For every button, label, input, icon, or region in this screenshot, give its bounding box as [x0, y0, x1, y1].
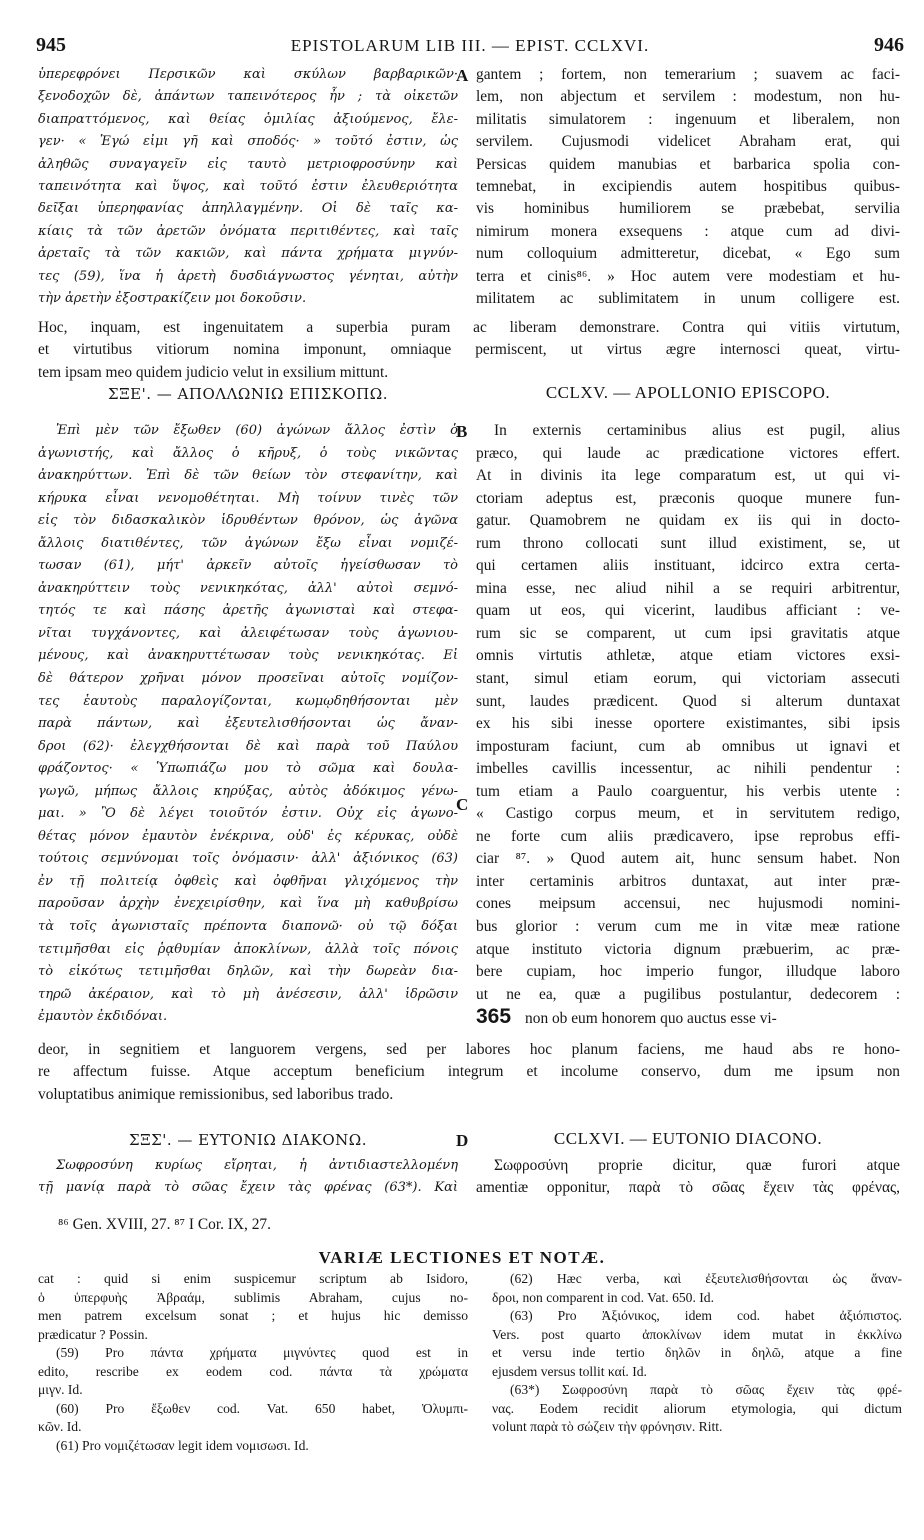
- latin-line: omnis virtutis athletæ, atque etiam victores exsi-: [476, 647, 900, 665]
- latin-line: atque instituto victoria dignum præbuerim, ac præ-: [476, 940, 900, 958]
- greek-line: τηρῶ ἀκέραιον, καὶ τὸ μὴ ἀνέσεσιν, ἀλλ' ἱδρῶσιν: [38, 986, 458, 1002]
- greek-line: νῖται τυγχάνοντες, καὶ ἀλειφέτωσαν τοὺς ἀγωνιου-: [38, 625, 458, 641]
- greek-line: τες ἑαυτοὺς παραλογίζονται, κωμῳδηθήσονται μὲν: [38, 693, 458, 709]
- latin-line: num colloquium admitteretur, dicebat, « Ego sum: [476, 245, 900, 263]
- latin-line: Persicas quidem manubias et barbarica spolia con-: [476, 155, 900, 173]
- greek-line: γωγῶ, μήπως ἄλλοις κηρύξας, αὐτὸς ἀδόκιμος γένω-: [38, 783, 458, 799]
- greek-line: ἀληθῶς συναγαγεῖν εἰς ταυτὸ μετριοφροσύνην καὶ: [38, 156, 458, 172]
- latin-line: et virtutibus vitiorum nomina imponunt, omniaque permiscent, ut virtus ægre internosci queat, virtu-: [38, 341, 900, 359]
- note-line: volunt παρὰ τὸ σώζειν τὴν φρόνησιν. Ritt.: [492, 1419, 723, 1434]
- notes-left-column: [38, 1270, 468, 1455]
- greek-line: παρὰ πάντων, καὶ ἐξευτελισθήσονται ὡς ἄναν-: [38, 716, 458, 732]
- note-line: (63) Pro Ἀξιόνικος, idem cod. habet ἀξιόπιστος.: [510, 1308, 902, 1323]
- latin-line: Hoc, inquam, est ingenuitatem a superbia puram ac liberam demonstrare. Contra qui vitiis virtutum,: [38, 319, 900, 336]
- note-line: μιγν. Id.: [38, 1382, 83, 1397]
- latin-line: rum throno collocati sunt illud existiment, se, ut: [476, 534, 900, 552]
- latin-full-width-2: [38, 1039, 900, 1106]
- latin-265-last-line: 365 non ob eum honorem quo auctus esse vi-: [476, 1006, 777, 1028]
- latin-line: vis hominibus humiliorem se præbebat, servilia: [476, 200, 900, 218]
- greek-line: τῇ μανίᾳ παρὰ τὸ σῶας ἔχειν τὰς φρένας (63*). Καὶ: [38, 1180, 458, 1196]
- notes-title: VARIÆ LECTIONES ET NOTÆ.: [318, 1248, 606, 1267]
- latin-heading-266: CCLXVI. — EUTONIO DIACONO.: [553, 1129, 823, 1148]
- note-line: et versu inde tertio δηλῶν in δηλῶ, atque a fine: [492, 1345, 902, 1360]
- latin-line: imbelles cavillis incessentur, ac nihili pendentur :: [476, 760, 900, 778]
- note-line: men patrem excelsum sonat ; et hujus hic demisso: [38, 1308, 468, 1323]
- latin-line: sunt, laudes prædicent. Quod si alterum duntaxat: [476, 692, 900, 710]
- greek-line: τητός τε καὶ πάσης ἀρετῆς ἀγωνισταὶ καὶ στεφα-: [38, 603, 458, 619]
- greek-line: γεν· « Ἐγώ εἰμι γῆ καὶ σποδός· » τοῦτό ἐστιν, ὡς: [38, 134, 458, 150]
- latin-line: tum etiam a Paulo coarguentur, his verbis utente :: [476, 782, 900, 800]
- greek-line: δεῖξαι ὑπερηφανίας ἀπηλλαγμένην. Οἱ δὲ ταῖς κα-: [38, 201, 458, 217]
- latin-line: re affectum fuisse. Atque acceptum beneficium integrum et incolume conservo, dum me ipsum non: [38, 1063, 900, 1081]
- latin-line: militatem ac sublimitatem in unum colligere est.: [476, 290, 900, 308]
- latin-heading-265: CCLXV. — APOLLONIO EPISCOPO.: [545, 383, 831, 402]
- greek-line: ἐμαυτὸν ἐκδιδόναι.: [38, 1009, 168, 1025]
- latin-line: imposturam faciunt, cum ab omnibus ut ignavi et: [476, 737, 900, 755]
- greek-line: τὰ τοῖς ἀγωνισταῖς πρέποντα διαπονῶ· οὐ τῷ δόξαι: [38, 919, 458, 935]
- page-number-left: 945: [36, 34, 66, 56]
- running-title: EPISTOLARUM LIB III. — EPIST. CCLXVI.: [290, 36, 650, 55]
- greek-line: τὸ εἰκότως τετιμῆσθαι δηλῶν, καὶ τὴν δωρεὰν δια-: [38, 964, 458, 980]
- greek-line: μένους, καὶ ἀνακηρυττέτωσαν τοὺς νενικηκότας. Εἰ: [38, 648, 458, 664]
- latin-line: Σωφροσύνη proprie dicitur, quæ furori atque: [494, 1157, 900, 1174]
- greek-line: ἀνακηρύττειν τοὺς νενικηκότας, ἀλλ' αὐτοὶ σεμνό-: [38, 580, 458, 596]
- greek-line: Σωφροσύνη κυρίως εἴρηται, ἡ ἀντιδιαστελλομένη: [56, 1158, 458, 1173]
- latin-column-265: [476, 420, 900, 1006]
- latin-line: ciar ⁸⁷. » Quod autem ait, hunc sensum habet. Non: [476, 850, 900, 868]
- greek-line: τὴν ἀρετὴν ἐξοστρακίζειν μοι δοκοῦσιν.: [38, 291, 307, 307]
- latin-line: amentiæ opponitur, παρὰ τὸ σῶας ἔχειν τὰς φρένας,: [476, 1179, 900, 1197]
- latin-line: gantem ; fortem, non temerarium ; suavem ac faci-: [476, 66, 900, 83]
- note-line: Vers. post quarto ἀποκλίνων idem mutat in ἐκκλίνω: [492, 1326, 902, 1342]
- greek-line: Ἐπὶ μὲν τῶν ἔξωθεν (60) ἀγώνων ἄλλος ἐστὶν ὁ: [56, 423, 458, 438]
- note-line: cat : quid si enim suspicemur scriptum ab Isidoro,: [38, 1271, 468, 1286]
- latin-line: ctoriam adeptus est, præconis quoque munere fun-: [476, 489, 900, 507]
- greek-line: ἐν τῇ πολιτείᾳ ὀφθεὶς καὶ ὀφθῆναι γλιχόμενος τὴν: [38, 873, 458, 889]
- note-line: κῶν. Id.: [38, 1419, 82, 1434]
- latin-line: rum sic se comparent, ut cum ipsi gravitatis atque: [476, 624, 900, 642]
- latin-line: terra et cinis⁸⁶. » Hoc autem vere modestiam et hu-: [476, 267, 900, 285]
- greek-line: τετιμῆσθαι εἰς ῥᾳθυμίαν ἀποκλίνων, ἀλλὰ τοῖς πόνοις: [38, 941, 458, 957]
- note-line: ὁ ὑπερφυὴς Ἀβραάμ, sublimis Abraham, cujus no-: [38, 1289, 468, 1305]
- greek-line: τωσαν (61), μήτ' ἀρκεῖν αὐτοῖς ἡγείσθωσαν τὸ: [38, 558, 458, 574]
- greek-line: τες (59), ἵνα ἡ ἀρετὴ δυσδιάγνωστος γένηται, αὐτὴν: [38, 268, 458, 284]
- greek-column-top: [38, 64, 458, 310]
- latin-line: tem ipsam meo quidem judicio velut in exsilium mittunt.: [38, 363, 389, 381]
- latin-line: mina esse, nec aliud nihil a se requiri arbitrentur,: [476, 579, 900, 597]
- greek-line: τούτοις σεμνύνομαι τοῖς ὀνόμασιν· ἀλλ' ἀξιόνικος (63): [38, 851, 458, 867]
- latin-line: servilem. Cujusmodi videlicet Abraham erat, qui: [476, 133, 900, 151]
- note-line: edito, rescribe ex eodem cod. πάντα τὰ χρώματα: [38, 1363, 468, 1379]
- latin-line: ne forte cum aliis prædicavero, ipse reprobus effi-: [476, 827, 900, 845]
- greek-line: θέτας μόνον ἐμαυτὸν ἐνέκρινα, οὐδ' ἐς κέρυκας, οὐδὲ: [38, 828, 458, 844]
- greek-heading-266: ΣΞΣ'. — ΕΥΤΟΝΙΩ ΔΙΑΚΟΝΩ.: [128, 1131, 368, 1149]
- greek-line: κίαις τὰ τῶν ἀρετῶν ὀνόματα περιτιθέντες, καὶ ταῖς: [38, 223, 458, 239]
- latin-line: præco, qui laude ac prædicatione victores effert.: [476, 444, 900, 462]
- page-number-right: 946: [874, 34, 904, 56]
- latin-column-266: [476, 1155, 900, 1200]
- greek-column-265: [38, 420, 458, 1029]
- latin-line: bere cupiam, hoc imperio fungor, illudque laboro: [476, 963, 900, 981]
- greek-line: δὲ θάτερον χρῆναι μόνον προσεῖναι αὐτοῖς νομίζον-: [38, 671, 458, 687]
- latin-line: In externis certaminibus alius est pugil, alius: [494, 422, 900, 439]
- note-line: δροι, non comparent in cod. Vat. 650. Id.: [492, 1289, 714, 1305]
- latin-line: « Castigo corpus meum, et in servitutem redigo,: [476, 805, 900, 823]
- latin-line: quam ut eos, qui vicerint, laudibus afficiant : ve-: [476, 602, 900, 620]
- greek-line: δροι (62)· ἐλεγχθήσονται δὲ καὶ παρὰ τοῦ Παύλου: [38, 738, 458, 754]
- latin-line: militatis simulatorem : ingenuum et liberalem, non: [476, 110, 900, 128]
- note-line: ejusdem versus tollit καί. Id.: [492, 1363, 647, 1379]
- latin-line: bus glorior : verum cum me in vitæ meæ ratione: [476, 918, 900, 936]
- latin-column-top: [476, 64, 900, 310]
- note-line: νας. Eodem recidit aliorum etymologia, qui dictum: [492, 1400, 902, 1416]
- greek-line: εἰς τὸν διδασκαλικὸν ἱδρυθέντων θρόνον, ὡς ἀγῶνα: [38, 513, 458, 529]
- greek-heading-265: ΣΞΕ'. — ΑΠΟΛΛΩΝΙΩ ΕΠΙΣΚΟΠΩ.: [108, 385, 388, 403]
- latin-line: lem, non abjectum et servilem : modestum, non hu-: [476, 88, 900, 106]
- column-marker-b: B: [456, 422, 468, 441]
- latin-line: nimirum monera exsequens : atque cum ad divi-: [476, 222, 900, 240]
- latin-line: deor, in segnitiem et languorem vergens, sed per labores hoc planum faciens, me haud abs re hono-: [38, 1041, 900, 1058]
- latin-line: cones meipsum accensui, nec hujusmodi nomini-: [476, 895, 900, 913]
- greek-line: ταπεινότητα καὶ ὕψος, καὶ τοῦτό ἐστιν ἐλευθεριότητα: [38, 179, 458, 195]
- column-marker-c: C: [456, 795, 469, 814]
- greek-line: ὑπερεφρόνει Περσικῶν καὶ σκύλων βαρβαρικῶν·: [38, 67, 458, 82]
- note-line: (63*) Σωφροσύνη παρὰ τὸ σῶας ἔχειν τὰς φρέ-: [510, 1382, 902, 1397]
- latin-line: gatur. Quamobrem ne quidam ex iis qui in docto-: [476, 512, 900, 530]
- latin-line: temnebat, in excipiendis autem hospitibus quibus-: [476, 178, 900, 196]
- latin-line: ex his sibi inesse oportere existimantes, sibi ipsis: [476, 715, 900, 733]
- greek-line: μαι. » Ὃ δὲ λέγει τοιοῦτόν ἐστιν. Οὐχ εἰς ἀγωνο-: [38, 806, 458, 822]
- greek-line: ξενοδοχῶν δὲ, ἁπάντων ταπεινότερος ἦν ; τὰ οἰκετῶν: [38, 89, 458, 105]
- latin-line: stant, simul etiam eorum, qui victoriam assecuti: [476, 670, 900, 688]
- note-line: (59) Pro πάντα χρήματα μιγνύντες quod est in: [56, 1345, 468, 1360]
- column-marker-a: A: [456, 66, 469, 85]
- note-line: (61) Pro νομιζέτωσαν legit idem νομισωσι. Id.: [56, 1437, 309, 1453]
- greek-line: κήρυκα εἶναι νενομοθέτηται. Μὴ τοίνυν τινὲς τῶν: [38, 490, 458, 506]
- note-line: (62) Hæc verba, καὶ ἐξευτελισθήσονται ὡς ἄναν-: [510, 1271, 902, 1286]
- latin-line: At in divinis ita lege comparatum est, ut qui vi-: [476, 467, 900, 485]
- note-line: prædicatur ? Possin.: [38, 1326, 148, 1342]
- latin-line: inter certaminis arbitros duntaxat, aut inter præ-: [476, 872, 900, 890]
- notes-right-column: [492, 1270, 902, 1437]
- latin-line: voluptatibus animique remissionibus, sed laboribus trado.: [38, 1085, 394, 1103]
- greek-line: ἀρεταῖς τὰ τῶν κακιῶν, καὶ πάντα χρήματα μιγνύν-: [38, 246, 458, 262]
- greek-column-266: [38, 1155, 458, 1200]
- column-marker-d: D: [456, 1131, 469, 1150]
- note-line: (60) Pro ἔξωθεν cod. Vat. 650 habet, Ὀλυμπι-: [56, 1400, 468, 1416]
- footnote-references: ⁸⁶ Gen. XVIII, 27. ⁸⁷ I Cor. IX, 27.: [58, 1216, 271, 1233]
- greek-line: παροῦσαν ἀρχὴν ἐνεχειρίσθην, καὶ ἵνα μὴ καθυβρίσω: [38, 896, 458, 912]
- greek-line: ἀγωνιστής, καὶ ἄλλος ὁ κῆρυξ, ὁ τοὺς νικῶντας: [38, 445, 458, 461]
- greek-line: ἀνακηρύττων. Ἐπὶ δὲ τῶν θείων τὸν στεφανίτην, καὶ: [38, 468, 458, 484]
- greek-line: ἄλλοις διατιθέντες, τῶν ἀγώνων ἔξω εἶναι νομιζέ-: [38, 535, 458, 551]
- latin-line: ut ne ea, quæ a pugilibus postulantur, dedecorem :: [476, 985, 900, 1003]
- latin-line: qui certamen aliis instituant, idcirco extra certa-: [476, 557, 900, 575]
- greek-line: διαπραττόμενος, καὶ θείας ὁμιλίας ἀξιούμενος, ἔλε-: [38, 111, 458, 127]
- column-number: 365: [476, 1006, 512, 1028]
- greek-line: φράζοντος· « Ὑπωπιάζω μου τὸ σῶμα καὶ δουλα-: [38, 761, 458, 777]
- latin-full-width-1: [38, 317, 900, 384]
- running-header: [36, 34, 904, 60]
